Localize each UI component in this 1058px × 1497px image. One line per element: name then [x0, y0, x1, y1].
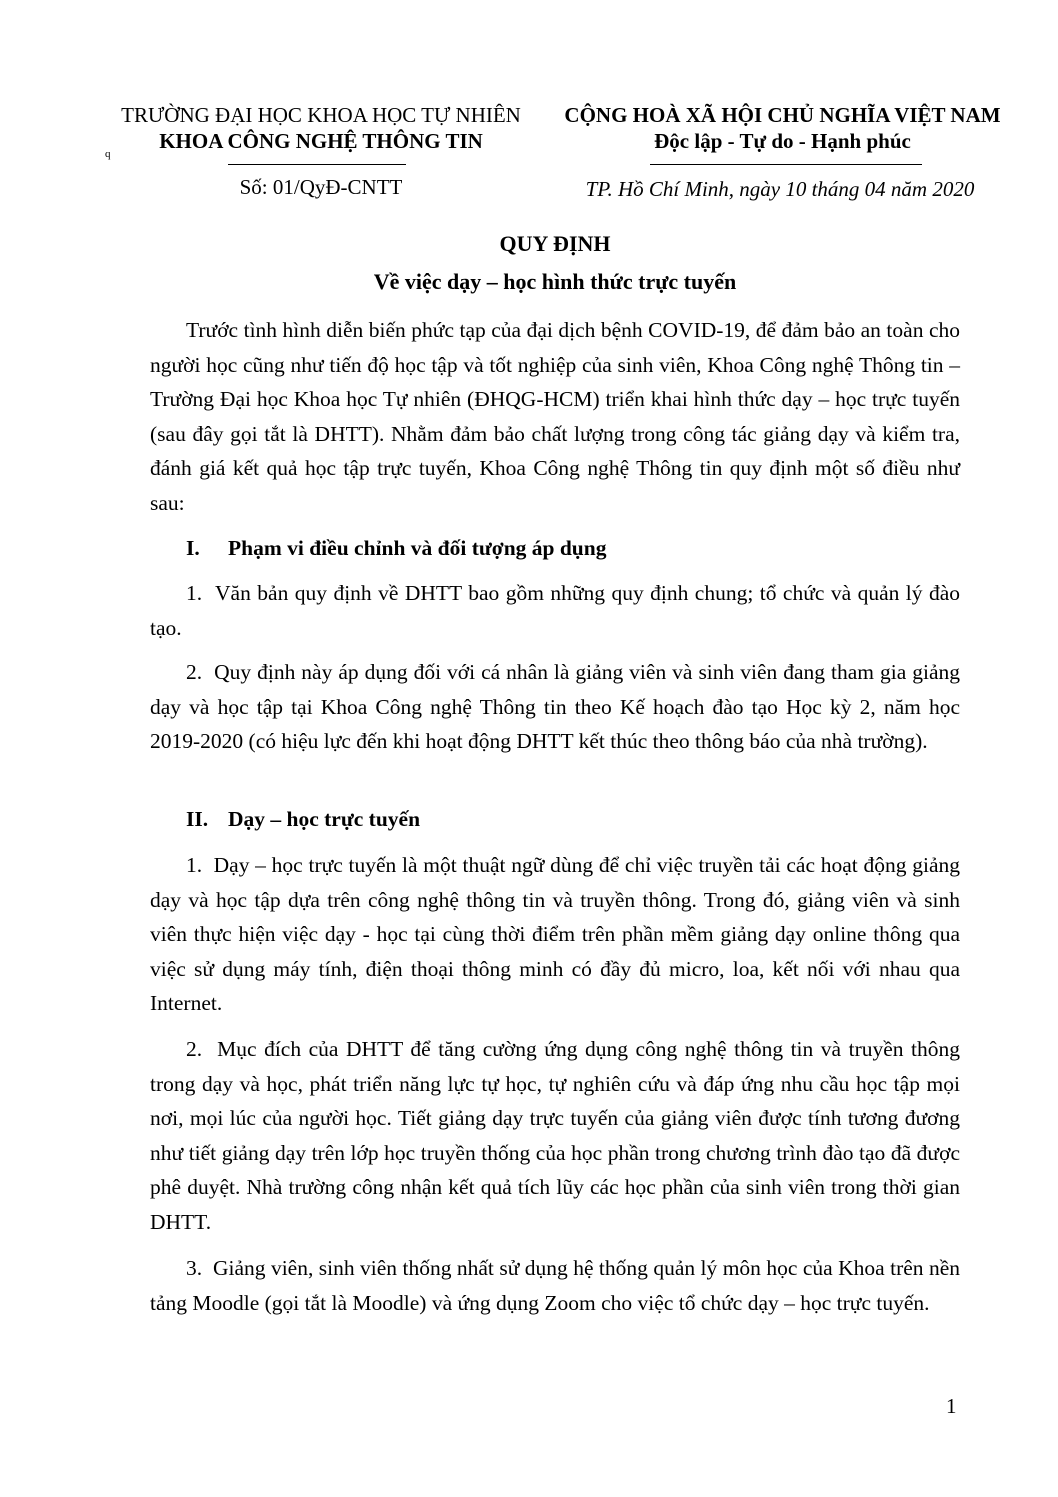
document-number: Số: 01/QyĐ-CNTT	[239, 175, 403, 199]
intro-paragraph: Trước tình hình diễn biến phức tạp của đại dịch bệnh COVID-19, để đảm bảo an toàn cho người học cũng như tiến độ học tập và tốt nghiệp của sinh viên, Khoa Công nghệ Thông tin – Trường Đại học Khoa học Tự nhiên (ĐHQG-HCM) triển khai hình thức dạy – học trực tuyến (sau đây gọi tắt là DHTT). Nhằm đảm bảo chất lượng trong công tác giảng dạy và kiểm tra, đánh giá kết quả học tập trực tuyến, Khoa Công nghệ Thông tin quy định một số điều như sau:	[150, 318, 960, 515]
place-and-date: TP. Hồ Chí Minh, ngày 10 tháng 04 năm 2020	[585, 177, 975, 201]
item-text: Mục đích của DHTT để tăng cường ứng dụng công nghệ thông tin và truyền thông trong dạy và học, phát triển năng lực tự học, tự nghiên cứu và đáp ứng nhu cầu học tập mọi nơi, mọi lúc của người học. Tiết giảng dạy trực tuyến của giảng viên được tính tương đương như tiết giảng dạy trên lớp học truyền thống của học phần trong chương trình đào tạo đã được phê duyệt. Nhà trường công nhận kết quả tích lũy các học phần của sinh viên trong thời gian DHTT.	[150, 1037, 961, 1234]
item-text: Quy định này áp dụng đối với cá nhân là giảng viên và sinh viên đang tham gia giảng dạy và học tập tại Khoa Công nghệ Thông tin theo Kế hoạch đào tạo Học kỳ 2, năm học 2019-2020 (có hiệu lực đến khi hoạt động DHTT kết thúc theo thông báo của nhà trường).	[150, 660, 961, 753]
section-1-item-2	[150, 655, 960, 759]
country-name: CỘNG HOÀ XÃ HỘI CHỦ NGHĨA VIỆT NAM	[564, 103, 1001, 127]
stray-mark: q	[105, 148, 111, 160]
section-heading-1	[186, 533, 606, 563]
left-header-rule	[228, 164, 406, 165]
document-title: QUY ĐỊNH	[499, 231, 611, 256]
section-title: Dạy – học trực tuyến	[228, 807, 421, 831]
faculty-name: KHOA CÔNG NGHỆ THÔNG TIN	[159, 129, 483, 153]
school-name: TRƯỜNG ĐẠI HỌC KHOA HỌC TỰ NHIÊN	[121, 103, 521, 127]
section-2-item-3	[150, 1251, 960, 1320]
section-2-item-2	[150, 1032, 960, 1239]
section-2-item-1	[150, 848, 960, 1021]
item-number: 1.	[186, 853, 203, 877]
item-number: 2.	[186, 660, 203, 684]
item-text: Giảng viên, sinh viên thống nhất sử dụng hệ thống quản lý môn học của Khoa trên nền tảng Moodle (gọi tắt là Moodle) và ứng dụng Zoom cho việc tổ chức dạy – học trực tuyến.	[150, 1256, 960, 1315]
section-title: Phạm vi điều chỉnh và đối tượng áp dụng	[228, 536, 607, 560]
page-number: 1	[946, 1394, 957, 1418]
item-text: Dạy – học trực tuyến là một thuật ngữ dùng để chỉ việc truyền tải các hoạt động giảng dạy và học tập dựa trên công nghệ thông tin và truyền thông. Trong đó, giảng viên và sinh viên thực hiện việc dạy - học tại cùng thời điểm trên phần mềm giảng dạy online thông qua việc sử dụng máy tính, điện thoại thông minh có đầy đủ micro, loa, kết nối với nhau qua Internet.	[150, 853, 961, 1015]
section-number: I.	[186, 536, 200, 560]
item-number: 2.	[186, 1037, 203, 1061]
item-text: Văn bản quy định về DHTT bao gồm những quy định chung; tổ chức và quản lý đào tạo.	[150, 581, 961, 640]
national-motto: Độc lập - Tự do - Hạnh phúc	[654, 129, 911, 153]
item-number: 1.	[186, 581, 203, 605]
section-heading-2	[186, 804, 420, 834]
document-subtitle: Về việc dạy – học hình thức trực tuyến	[373, 269, 737, 294]
right-header-rule	[650, 164, 922, 165]
section-number: II.	[186, 807, 209, 831]
section-1-item-1	[150, 576, 960, 645]
item-number: 3.	[186, 1256, 203, 1280]
